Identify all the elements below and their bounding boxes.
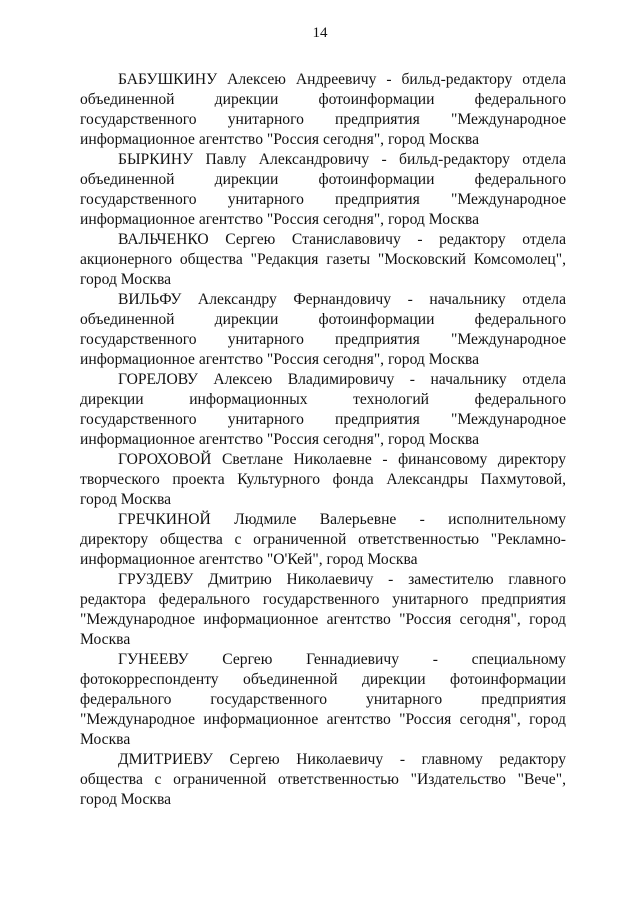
- entry-line: общества с ограниченной ответственностью "Издательство "Вече",: [80, 771, 566, 788]
- list-entry: [80, 150, 566, 230]
- entry-line: информационное агентство "Россия сегодня", город Москва: [80, 351, 480, 368]
- entry-line: директору общества с ограниченной ответственностью "Рекламно-: [80, 531, 566, 548]
- entry-line: информационное агентство "Россия сегодня", город Москва: [80, 431, 480, 448]
- entry-line: государственного унитарного предприятия "Международное: [80, 411, 566, 428]
- entry-line: город Москва: [80, 271, 172, 288]
- entry-line: дирекции информационных технологий федерального: [80, 391, 566, 408]
- entry-line: ВАЛЬЧЕНКО Сергею Станиславовичу - редактору отдела: [118, 231, 566, 248]
- entry-line: государственного унитарного предприятия "Международное: [80, 331, 566, 348]
- entry-line: БЫРКИНУ Павлу Александровичу - бильд-редактору отдела: [118, 151, 566, 168]
- entry-line: информационное агентство "Россия сегодня", город Москва: [80, 131, 480, 148]
- award-list: [80, 70, 566, 810]
- entry-line: объединенной дирекции фотоинформации федерального: [80, 91, 566, 108]
- page-number: 14: [312, 25, 328, 41]
- list-entry: [80, 570, 566, 650]
- entry-line: объединенной дирекции фотоинформации федерального: [80, 171, 566, 188]
- entry-line: ГРУЗДЕВУ Дмитрию Николаевичу - заместителю главного: [118, 571, 566, 588]
- entry-line: ГОРОХОВОЙ Светлане Николаевне - финансовому директору: [118, 451, 566, 468]
- list-entry: [80, 70, 566, 150]
- entry-line: город Москва: [80, 791, 172, 808]
- list-entry: [80, 750, 566, 810]
- entry-line: "Международное информационное агентство "Россия сегодня", город: [80, 711, 566, 728]
- entry-line: акционерного общества "Редакция газеты "Московский Комсомолец",: [80, 251, 566, 268]
- entry-line: "Международное информационное агентство "Россия сегодня", город: [80, 611, 566, 628]
- entry-line: государственного унитарного предприятия "Международное: [80, 111, 566, 128]
- entry-line: фотокорреспонденту объединенной дирекции фотоинформации: [80, 671, 566, 688]
- entry-line: ДМИТРИЕВУ Сергею Николаевичу - главному редактору: [118, 751, 566, 768]
- entry-line: творческого проекта Культурного фонда Александры Пахмутовой,: [80, 471, 566, 488]
- entry-line: Москва: [80, 631, 131, 648]
- list-entry: [80, 290, 566, 370]
- list-entry: [80, 650, 566, 750]
- entry-line: информационное агентство "Россия сегодня", город Москва: [80, 211, 480, 228]
- entry-line: объединенной дирекции фотоинформации федерального: [80, 311, 566, 328]
- list-entry: [80, 450, 566, 510]
- entry-line: ВИЛЬФУ Александру Фернандовичу - начальнику отдела: [118, 291, 566, 308]
- entry-line: редактора федерального государственного унитарного предприятия: [80, 591, 566, 608]
- entry-line: федерального государственного унитарного предприятия: [80, 691, 566, 708]
- entry-line: ГРЕЧКИНОЙ Людмиле Валерьевне - исполнительному: [118, 511, 566, 528]
- entry-line: ГОРЕЛОВУ Алексею Владимировичу - начальнику отдела: [118, 371, 566, 388]
- entry-line: Москва: [80, 731, 131, 748]
- list-entry: [80, 230, 566, 290]
- entry-line: БАБУШКИНУ Алексею Андреевичу - бильд-редактору отдела: [118, 71, 566, 88]
- entry-line: государственного унитарного предприятия "Международное: [80, 191, 566, 208]
- entry-line: информационное агентство "О'Кей", город Москва: [80, 551, 418, 568]
- list-entry: [80, 370, 566, 450]
- entry-line: город Москва: [80, 491, 172, 508]
- list-entry: [80, 510, 566, 570]
- entry-line: ГУНЕЕВУ Сергею Геннадиевичу - специальному: [118, 651, 566, 668]
